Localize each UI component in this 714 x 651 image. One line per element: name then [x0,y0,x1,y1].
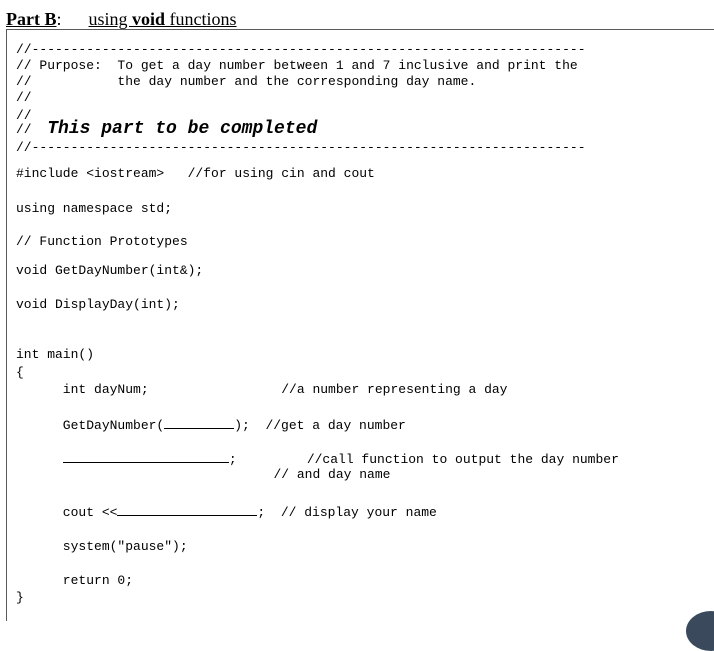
close-brace: } [16,590,24,605]
open-brace: { [16,365,24,380]
subtitle-pre: using [88,9,133,29]
part-b-heading [6,9,237,30]
prototypes-comment: // Function Prototypes [16,234,188,249]
call1-post: ); //get a day number [234,418,406,433]
main-signature: int main() [16,347,95,362]
subtitle-post: functions [165,9,237,29]
include-line: #include <iostream> //for using cin and cout [16,166,375,181]
note-prefix: // [16,122,48,137]
comment-rule-top: //----------------------------------------------------------------------- [16,42,586,57]
getdaynumber-call [16,416,406,434]
answer-blank-argument[interactable] [164,416,234,429]
displayday-call [16,450,619,468]
subtitle-bold: void [132,9,166,29]
cout-line [16,503,437,521]
purpose-line-2: // the day number and the corresponding day name. [16,74,477,89]
completion-note [16,118,317,141]
prototype-getdaynumber: void GetDayNumber(int&); [16,263,204,278]
comment-empty-1: // [16,90,32,105]
call1-pre: GetDayNumber( [16,418,165,433]
answer-blank-function-call[interactable] [63,450,229,463]
using-line: using namespace std; [16,201,173,216]
declaration-line: int dayNum; //a number representing a day [16,382,508,397]
prototype-displayday: void DisplayDay(int); [16,297,180,312]
return-line: return 0; [16,573,134,588]
cout-post: ; // display your name [257,505,437,520]
note-text: This part to be completed [47,119,318,139]
comment-empty-2: // [16,108,32,123]
part-label: Part B [6,9,57,29]
call2-post: ; //call function to output the day number [228,452,619,467]
displayday-comment-cont: // and day name [16,467,391,482]
purpose-line-1: // Purpose: To get a day number between 1 and 7 inclusive and print the [16,58,578,73]
comment-rule-bottom: //----------------------------------------------------------------------- [16,140,586,155]
corner-decoration [686,611,714,651]
cout-pre: cout << [16,505,118,520]
part-subtitle [89,9,237,29]
answer-blank-name[interactable] [117,503,257,516]
code-box [6,29,714,621]
system-pause-line: system("pause"); [16,539,188,554]
call2-indent [16,452,63,467]
part-colon: : [56,9,62,29]
